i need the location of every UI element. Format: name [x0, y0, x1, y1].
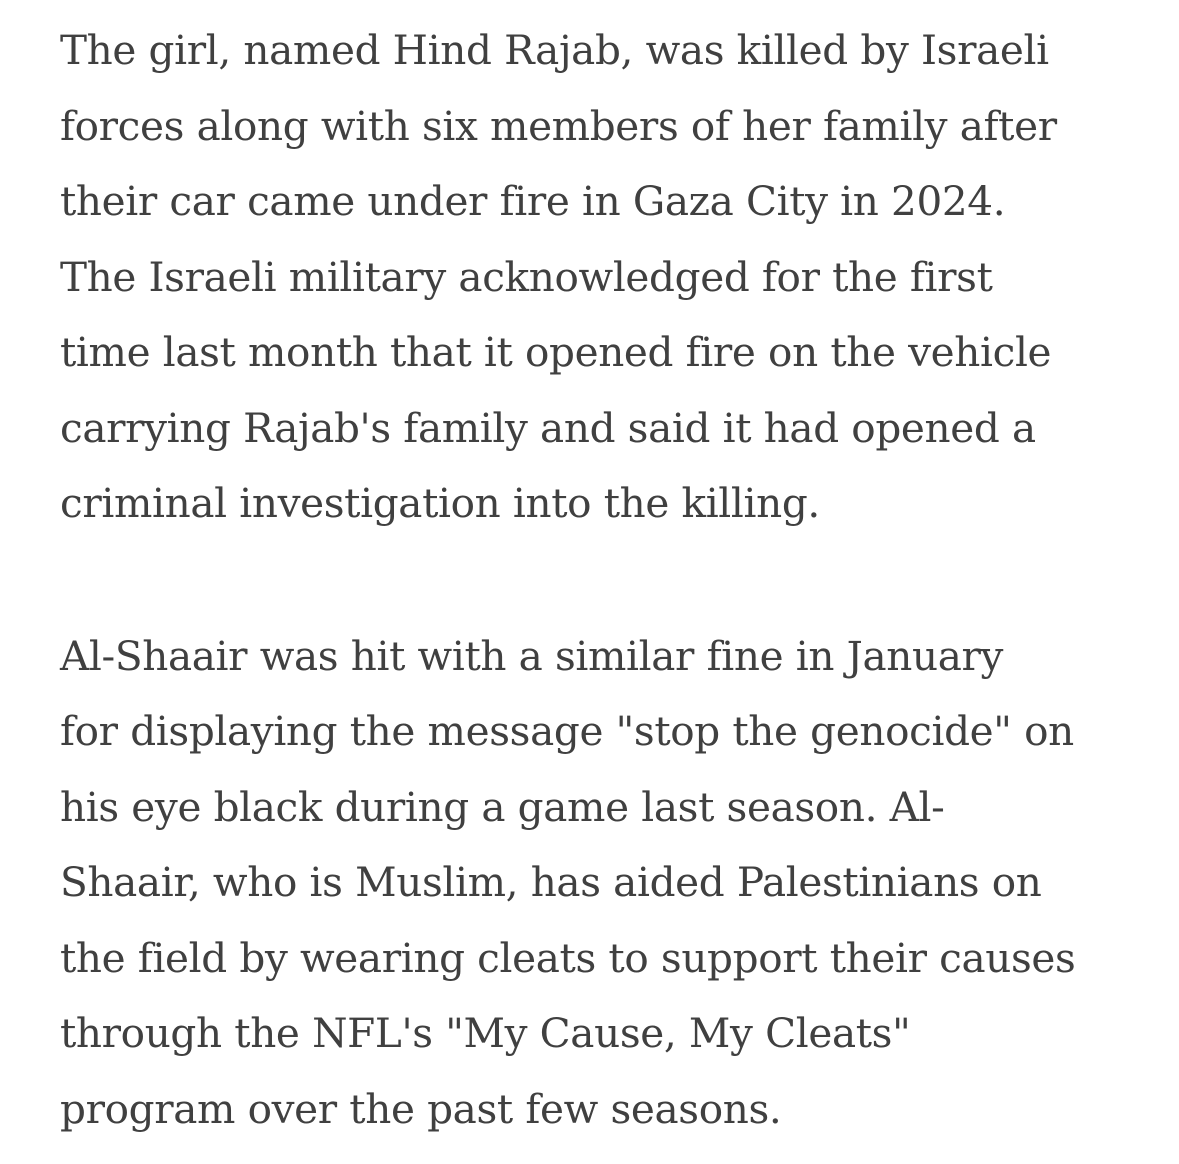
paragraph-line: Shaair, who is Muslim, has aided Palestinians on [60, 858, 1042, 906]
paragraph-line: the field by wearing cleats to support their causes [60, 933, 1076, 982]
paragraph-spacer [60, 542, 1140, 619]
article-body [60, 13, 1140, 1147]
paragraph-line: The girl, named Hind Rajab, was killed by Israeli [60, 26, 1049, 74]
paragraph-line: his eye black during a game last season. Al- [60, 782, 945, 831]
paragraph-line: time last month that it opened fire on the vehicle [60, 328, 1052, 376]
paragraph-line: forces along with six members of her family after [60, 101, 1057, 150]
paragraph-line: program over the past few seasons. [60, 1084, 782, 1133]
paragraph-line: criminal investigation into the killing. [60, 479, 820, 527]
paragraph-line: Al-Shaair was hit with a similar fine in January [60, 631, 1004, 680]
paragraph-line: for displaying the message "stop the genocide" on [60, 707, 1074, 755]
article-paragraph-al-shaair [60, 619, 1140, 1148]
paragraph-line: their car came under fire in Gaza City in 2024. [60, 177, 1006, 225]
paragraph-line: The Israeli military acknowledged for the first [60, 252, 993, 301]
paragraph-line: through the NFL's "My Cause, My Cleats" [60, 1009, 911, 1057]
paragraph-line: carrying Rajab's family and said it had opened a [60, 403, 1036, 452]
article-paragraph-hind-rajab [60, 13, 1140, 542]
